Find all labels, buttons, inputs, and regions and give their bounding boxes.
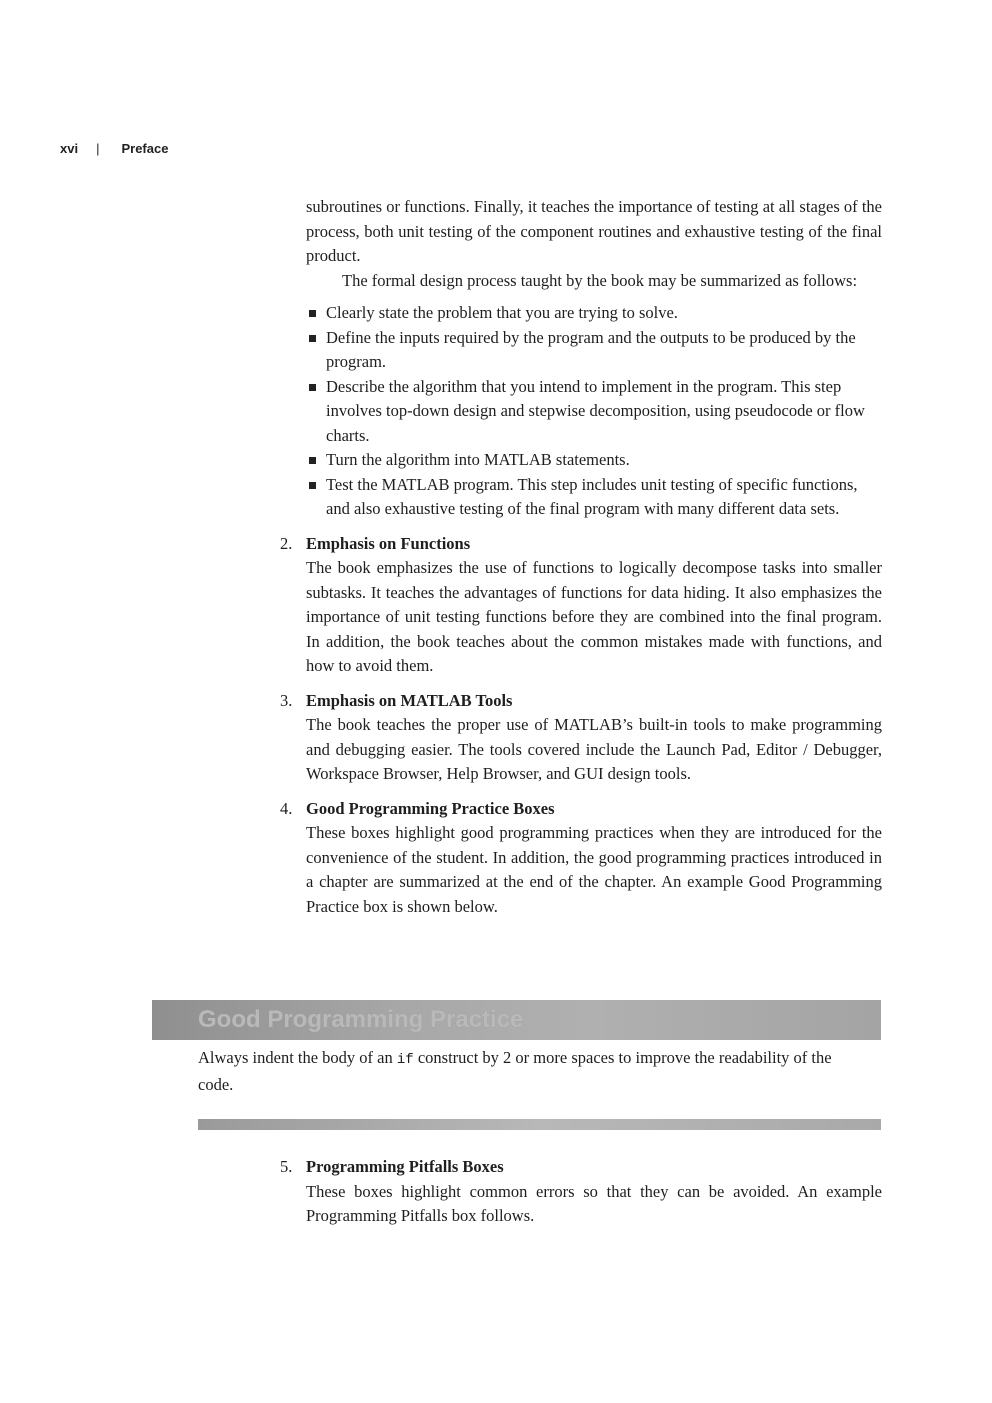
main-text-continued (280, 1155, 882, 1229)
gpp-title: Good Programming Practice (198, 1006, 524, 1033)
list-item-text: Define the inputs required by the program and the outputs to be produced by the program. (326, 327, 856, 371)
list-item-text: Clearly state the problem that you are trying to solve. (326, 303, 678, 322)
item-number: 2. (280, 533, 293, 553)
page-number: xvi (60, 141, 79, 156)
list-item (306, 473, 882, 522)
gpp-header-bar (152, 1000, 881, 1040)
item-number: 4. (280, 798, 293, 818)
list-item (306, 375, 882, 449)
bullet-icon (309, 335, 316, 342)
main-text (280, 195, 882, 919)
gpp-text (152, 1040, 838, 1097)
item-body: These boxes highlight common errors so that they can be avoided. An example Programming Pitfalls box follows. (306, 1181, 882, 1225)
bullet-icon (309, 310, 316, 317)
item-heading: Good Programming Practice Boxes (306, 798, 555, 818)
item-body: The book emphasizes the use of functions to logically decompose tasks into smaller subtasks. It teaches the advantages of functions for data hiding. It also emphasizes the importance of unit testing functions before they are combined into the final program. In addition, the book teaches about the common mistakes made with functions, and how to avoid them. (306, 558, 882, 675)
bullet-icon (309, 482, 316, 489)
item-number: 3. (280, 690, 293, 710)
list-item (306, 326, 882, 375)
good-programming-practice-box (152, 1000, 881, 1130)
list-item (306, 448, 882, 473)
item-body: The book teaches the proper use of MATLAB’s built-in tools to make programming and debugging easier. The tools covered include the Launch Pad, Editor / Debugger, Workspace Browser, Help Browser, and GUI design tools. (306, 715, 882, 783)
list-item-text: Describe the algorithm that you intend to implement in the program. This step involves top-down design and stepwise decomposition, using pseudocode or flow charts. (326, 376, 865, 445)
item-heading: Emphasis on MATLAB Tools (306, 690, 513, 710)
list-item-text: Test the MATLAB program. This step includes unit testing of specific functions, and also exhaustive testing of the final program with many different data sets. (326, 474, 858, 518)
feature-item-functions (280, 532, 882, 679)
item-heading: Emphasis on Functions (306, 533, 471, 553)
item-body: These boxes highlight good programming practices when they are introduced for the convenience of the student. In addition, the good programming practices introduced in a chapter are summarized at the end of the chapter. An example Good Programming Practice box is shown below. (306, 823, 882, 916)
intro-paragraph-2: The formal design process taught by the book may be summarized as follows: (342, 270, 858, 290)
intro-paragraph-1: subroutines or functions. Finally, it teaches the importance of testing at all stages of the process, both unit testing of the component routines and exhaustive testing of the final product. (306, 197, 882, 265)
inline-code: if (396, 1052, 414, 1068)
list-item (306, 301, 882, 326)
bullet-icon (309, 457, 316, 464)
feature-item-pitfalls (280, 1155, 882, 1229)
item-number: 5. (280, 1157, 293, 1176)
feature-item-matlab-tools (280, 689, 882, 787)
running-head-separator: | (96, 141, 100, 156)
gpp-text-part: Always indent the body of an (198, 1048, 397, 1067)
item-heading: Programming Pitfalls Boxes (306, 1157, 504, 1176)
list-item-text: Turn the algorithm into MATLAB statements. (326, 450, 630, 469)
bullet-icon (309, 384, 316, 391)
gpp-text-part: construct by 2 or more spaces to improve the readability of the code. (198, 1048, 832, 1094)
design-steps-list (306, 301, 882, 522)
running-head (60, 141, 168, 156)
gpp-footer-bar (198, 1119, 881, 1130)
section-title: Preface (121, 141, 169, 156)
feature-item-good-practice (280, 797, 882, 920)
